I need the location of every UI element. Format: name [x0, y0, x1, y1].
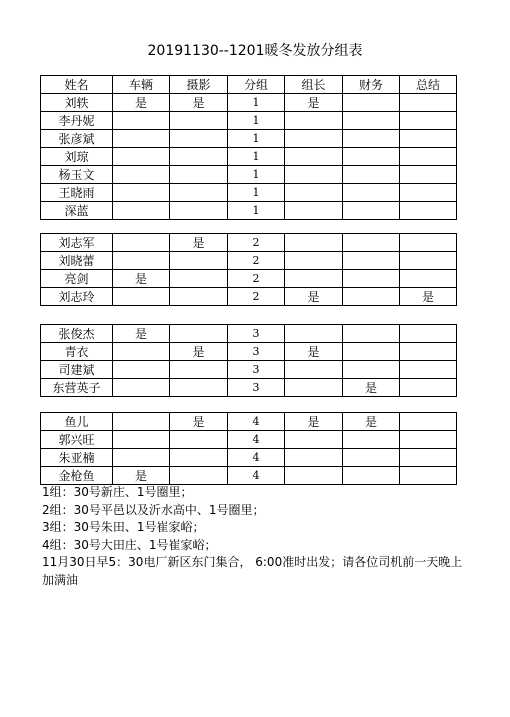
name-cell: 刘晓蕾 [41, 252, 113, 270]
photography-cell [170, 202, 228, 220]
table-row [41, 343, 457, 361]
leader-cell [285, 130, 343, 148]
photography-cell: 是 [170, 343, 228, 361]
vehicle-cell [113, 379, 170, 397]
group-cell: 1 [228, 112, 285, 130]
leader-cell: 是 [285, 413, 343, 431]
summary-cell [400, 449, 457, 467]
finance-cell [343, 270, 400, 288]
leader-cell [285, 270, 343, 288]
finance-cell: 是 [343, 413, 400, 431]
leader-cell [285, 234, 343, 252]
vehicle-cell [113, 288, 170, 306]
summary-cell [400, 252, 457, 270]
table-row [41, 288, 457, 306]
group-2-table [40, 233, 457, 306]
table-row [41, 431, 457, 449]
finance-cell [343, 449, 400, 467]
page-title: 20191130--1201暖冬发放分组表 [147, 43, 363, 59]
name-cell: 王晓雨 [41, 184, 113, 202]
header-finance: 财务 [343, 76, 400, 94]
group-cell: 3 [228, 325, 285, 343]
vehicle-cell: 是 [113, 467, 170, 485]
vehicle-cell: 是 [113, 94, 170, 112]
name-cell: 刘琼 [41, 148, 113, 166]
name-cell: 刘志军 [41, 234, 113, 252]
group-1-table [40, 75, 457, 220]
name-cell: 司建斌 [41, 361, 113, 379]
photography-cell: 是 [170, 234, 228, 252]
vehicle-cell [113, 252, 170, 270]
photography-cell [170, 449, 228, 467]
name-cell: 杨玉文 [41, 166, 113, 184]
table-row [41, 166, 457, 184]
photography-cell [170, 252, 228, 270]
leader-cell: 是 [285, 94, 343, 112]
vehicle-cell [113, 166, 170, 184]
table-row [41, 325, 457, 343]
photography-cell: 是 [170, 94, 228, 112]
table-row [41, 148, 457, 166]
table-row [41, 234, 457, 252]
group-cell: 1 [228, 148, 285, 166]
vehicle-cell [113, 130, 170, 148]
group-cell: 1 [228, 184, 285, 202]
note-group-1: 1组：30号新庄、1号圈里； [42, 485, 193, 499]
leader-cell [285, 467, 343, 485]
table-row [41, 379, 457, 397]
finance-cell [343, 94, 400, 112]
summary-cell [400, 325, 457, 343]
summary-cell [400, 94, 457, 112]
photography-cell [170, 270, 228, 288]
leader-cell [285, 148, 343, 166]
group-cell: 1 [228, 94, 285, 112]
finance-cell [343, 288, 400, 306]
vehicle-cell [113, 413, 170, 431]
finance-cell [343, 252, 400, 270]
finance-cell [343, 343, 400, 361]
finance-cell [343, 325, 400, 343]
summary-cell [400, 431, 457, 449]
group-cell: 2 [228, 234, 285, 252]
summary-cell [400, 202, 457, 220]
table-row [41, 467, 457, 485]
name-cell: 李丹妮 [41, 112, 113, 130]
photography-cell [170, 130, 228, 148]
header-group: 分组 [228, 76, 285, 94]
vehicle-cell: 是 [113, 270, 170, 288]
table-row [41, 94, 457, 112]
header-vehicle: 车辆 [113, 76, 170, 94]
leader-cell [285, 361, 343, 379]
note-meeting: 11月30日早5：30电厂新区东门集合， 6:00准时出发；请各位司机前一天晚上加满油 [42, 555, 463, 587]
photography-cell [170, 467, 228, 485]
summary-cell [400, 112, 457, 130]
summary-cell [400, 148, 457, 166]
leader-cell [285, 252, 343, 270]
summary-cell [400, 467, 457, 485]
photography-cell [170, 288, 228, 306]
group-4-table [40, 412, 457, 485]
group-cell: 4 [228, 449, 285, 467]
name-cell: 郭兴旺 [41, 431, 113, 449]
photography-cell [170, 325, 228, 343]
name-cell: 朱亚楠 [41, 449, 113, 467]
photography-cell [170, 379, 228, 397]
group-cell: 1 [228, 130, 285, 148]
vehicle-cell [113, 361, 170, 379]
name-cell: 张彦斌 [41, 130, 113, 148]
summary-cell [400, 184, 457, 202]
vehicle-cell [113, 343, 170, 361]
table-row [41, 252, 457, 270]
summary-cell [400, 343, 457, 361]
name-cell: 刘轶 [41, 94, 113, 112]
vehicle-cell [113, 431, 170, 449]
group-cell: 4 [228, 467, 285, 485]
summary-cell [400, 234, 457, 252]
vehicle-cell [113, 184, 170, 202]
photography-cell [170, 166, 228, 184]
leader-cell [285, 449, 343, 467]
vehicle-cell [113, 202, 170, 220]
finance-cell [343, 184, 400, 202]
name-cell: 刘志玲 [41, 288, 113, 306]
finance-cell [343, 467, 400, 485]
finance-cell [343, 148, 400, 166]
vehicle-cell [113, 148, 170, 166]
table-row [41, 270, 457, 288]
group-cell: 3 [228, 343, 285, 361]
leader-cell [285, 325, 343, 343]
table-row [41, 361, 457, 379]
photography-cell [170, 148, 228, 166]
name-cell: 亮剑 [41, 270, 113, 288]
finance-cell [343, 361, 400, 379]
leader-cell [285, 112, 343, 130]
leader-cell [285, 184, 343, 202]
notes [42, 484, 472, 589]
group-cell: 4 [228, 431, 285, 449]
photography-cell [170, 112, 228, 130]
summary-cell [400, 270, 457, 288]
summary-cell: 是 [400, 288, 457, 306]
finance-cell [343, 202, 400, 220]
vehicle-cell: 是 [113, 325, 170, 343]
name-cell: 金枪鱼 [41, 467, 113, 485]
leader-cell: 是 [285, 288, 343, 306]
finance-cell [343, 234, 400, 252]
vehicle-cell [113, 234, 170, 252]
finance-cell [343, 112, 400, 130]
summary-cell [400, 166, 457, 184]
leader-cell [285, 166, 343, 184]
group-cell: 3 [228, 361, 285, 379]
photography-cell [170, 184, 228, 202]
leader-cell [285, 379, 343, 397]
name-cell: 深蓝 [41, 202, 113, 220]
table-row [41, 130, 457, 148]
name-cell: 青衣 [41, 343, 113, 361]
header-summary: 总结 [400, 76, 457, 94]
group-cell: 2 [228, 270, 285, 288]
summary-cell [400, 130, 457, 148]
table-row [41, 184, 457, 202]
group-cell: 3 [228, 379, 285, 397]
group-3-table [40, 324, 457, 397]
table-row [41, 202, 457, 220]
table-header-row [41, 76, 457, 94]
header-photography: 摄影 [170, 76, 228, 94]
header-leader: 组长 [285, 76, 343, 94]
finance-cell: 是 [343, 379, 400, 397]
vehicle-cell [113, 112, 170, 130]
group-cell: 2 [228, 252, 285, 270]
group-cell: 1 [228, 202, 285, 220]
group-cell: 1 [228, 166, 285, 184]
summary-cell [400, 413, 457, 431]
summary-cell [400, 361, 457, 379]
finance-cell [343, 130, 400, 148]
vehicle-cell [113, 449, 170, 467]
table-row [41, 112, 457, 130]
leader-cell [285, 202, 343, 220]
leader-cell: 是 [285, 343, 343, 361]
note-group-2: 2组：30号平邑以及沂水高中、1号圈里； [42, 502, 265, 517]
finance-cell [343, 166, 400, 184]
photography-cell: 是 [170, 413, 228, 431]
group-cell: 2 [228, 288, 285, 306]
photography-cell [170, 361, 228, 379]
photography-cell [170, 431, 228, 449]
name-cell: 张俊杰 [41, 325, 113, 343]
summary-cell [400, 379, 457, 397]
header-name: 姓名 [41, 76, 113, 94]
finance-cell [343, 431, 400, 449]
note-group-3: 3组：30号朱田、1号崔家峪； [42, 520, 205, 534]
leader-cell [285, 431, 343, 449]
note-group-4: 4组：30号大田庄、1号崔家峪； [42, 537, 217, 552]
table-row [41, 449, 457, 467]
name-cell: 东营英子 [41, 379, 113, 397]
name-cell: 鱼儿 [41, 413, 113, 431]
table-row [41, 413, 457, 431]
group-cell: 4 [228, 413, 285, 431]
